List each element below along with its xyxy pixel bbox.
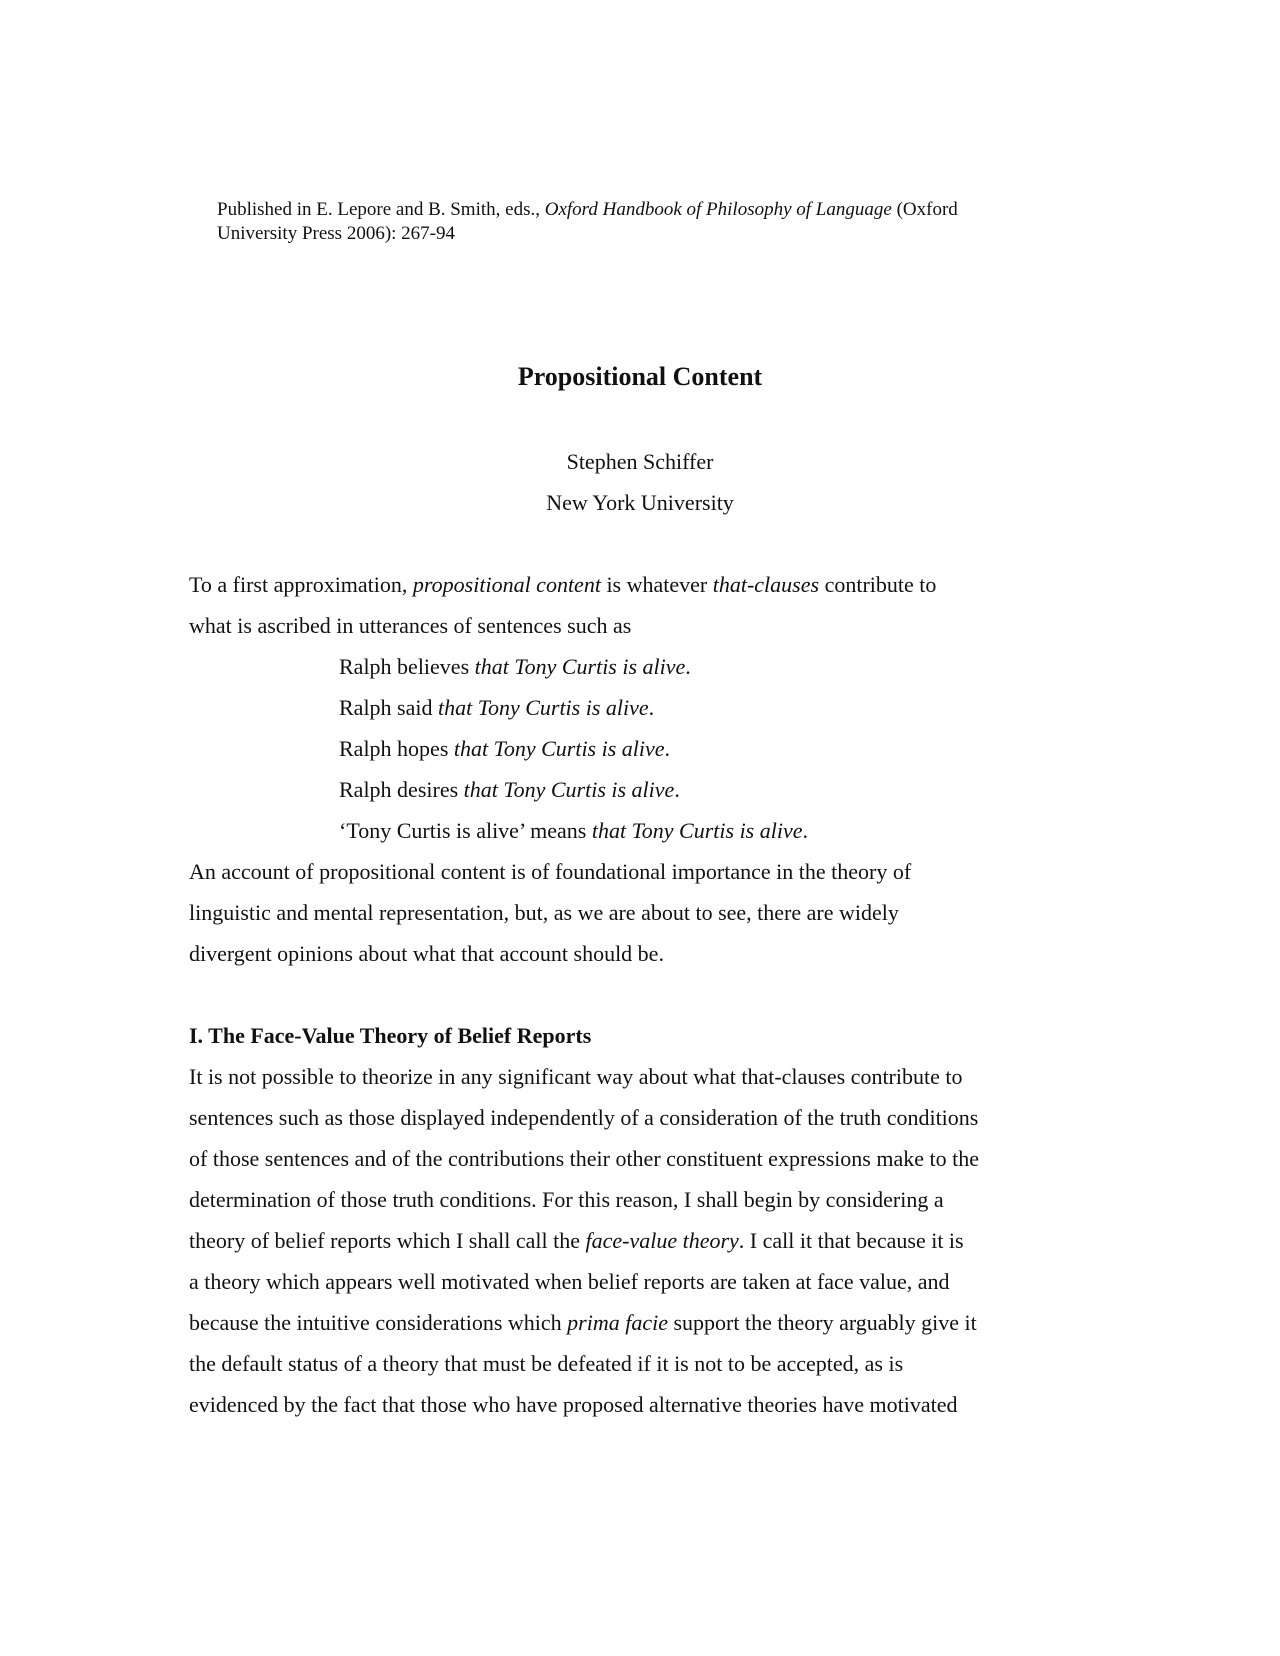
paragraph-line: a theory which appears well motivated when belief reports are taken at face value, and	[189, 1269, 950, 1294]
intro-line-1: To a first approximation, propositional content is whatever that-clauses contribute to	[189, 572, 937, 597]
paper-title: Propositional Content	[517, 362, 763, 391]
paragraph-line: of those sentences and of the contributions their other constituent expressions make to the	[189, 1146, 979, 1171]
book-title: Oxford Handbook of Philosophy of Language	[544, 199, 892, 220]
paragraph-line: determination of those truth conditions. For this reason, I shall begin by considering a	[189, 1187, 944, 1212]
paragraph-line: because the intuitive considerations which prima facie support the theory arguably give it	[189, 1310, 977, 1335]
publication-note	[217, 198, 1097, 246]
publication-note-line-2: University Press 2006): 267-94	[217, 223, 456, 244]
paragraph-line: linguistic and mental representation, but, as we are about to see, there are widely	[189, 900, 899, 925]
intro-line-2: what is ascribed in utterances of sentences such as	[189, 613, 632, 638]
example-sentence: ‘Tony Curtis is alive’ means that Tony Curtis is alive.	[339, 818, 808, 843]
author-name: Stephen Schiffer	[566, 449, 714, 474]
paragraph-line: divergent opinions about what that account should be.	[189, 941, 664, 966]
publication-note-line-1: Published in E. Lepore and B. Smith, eds., Oxford Handbook of Philosophy of Language (Oxford	[217, 199, 958, 220]
paragraph-line: An account of propositional content is of foundational importance in the theory of	[189, 859, 912, 884]
paragraph-line: evidenced by the fact that those who have proposed alternative theories have motivated	[189, 1392, 958, 1417]
example-sentence: Ralph said that Tony Curtis is alive.	[339, 695, 655, 720]
paragraph-line: theory of belief reports which I shall call the face-value theory. I call it that because it is	[189, 1228, 964, 1253]
example-sentence: Ralph desires that Tony Curtis is alive.	[339, 777, 680, 802]
example-sentence: Ralph hopes that Tony Curtis is alive.	[339, 736, 671, 761]
section-heading: I. The Face-Value Theory of Belief Reports	[189, 1023, 592, 1048]
author-affiliation: New York University	[546, 490, 734, 515]
paragraph-line: the default status of a theory that must be defeated if it is not to be accepted, as is	[189, 1351, 904, 1376]
example-sentence: Ralph believes that Tony Curtis is alive.	[339, 654, 691, 679]
paragraph-line: sentences such as those displayed independently of a consideration of the truth conditions	[189, 1105, 979, 1130]
paragraph-line: It is not possible to theorize in any significant way about what that-clauses contribute to	[189, 1064, 963, 1089]
